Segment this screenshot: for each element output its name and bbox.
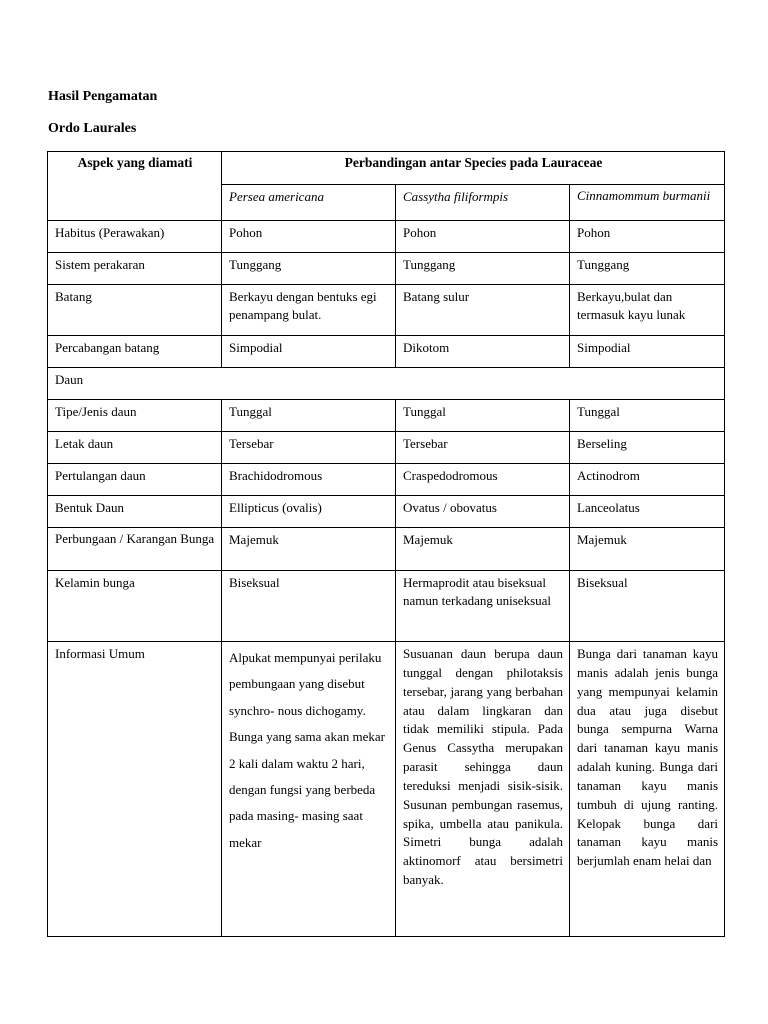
aspect-cell: Habitus (Perawakan) <box>48 221 222 253</box>
value-cell: Simpodial <box>222 336 396 368</box>
value-cell: Actinodrom <box>570 464 725 496</box>
value-cell: Alpukat mempunyai perilaku pembungaan yang disebut synchro- nous dichogamy. Bunga yang sama akan mekar 2 kali dalam waktu 2 hari, dengan fungsi yang berbeda pada masing- masing saat mekar <box>222 642 396 937</box>
value-cell: Berkayu dengan bentuks egi penampang bulat. <box>222 285 396 336</box>
aspect-cell: Tipe/Jenis daun <box>48 400 222 432</box>
value-cell: Tunggang <box>222 253 396 285</box>
clipped-text: Susuanan daun berupa daun tunggal dengan philotaksis tersebar, jarang yang berbahan atau dalam lingkaran dan tidak memiliki stipula. Pada Genus Cassytha merupakan parasit sehingga daun tereduksi menjadi sisik-sisik. Susunan pembungan rasemus, spika, umbella atau panikula. Simetri bunga adalah aktinomorf atau bersimetri banyak. <box>403 646 563 888</box>
page-heading-result: Hasil Pengamatan <box>48 89 158 104</box>
value-cell: Tunggal <box>222 400 396 432</box>
value-cell: Lanceolatus <box>570 496 725 528</box>
table-row <box>48 253 725 285</box>
value-cell: Ovatus / obovatus <box>396 496 570 528</box>
value-cell: Dikotom <box>396 336 570 368</box>
value-cell: Berkayu,bulat dan termasuk kayu lunak <box>570 285 725 336</box>
value-cell: Tersebar <box>396 432 570 464</box>
aspect-cell: Kelamin bunga <box>48 571 222 642</box>
value-cell: Berseling <box>570 432 725 464</box>
value-cell: Hermaprodit atau biseksual namun terkadang uniseksual <box>396 571 570 642</box>
value-cell: Majemuk <box>570 528 725 571</box>
table-row <box>48 432 725 464</box>
value-cell: Tunggang <box>570 253 725 285</box>
species-header-cinnamomum: Cinnamommum burmanii <box>570 185 725 221</box>
value-cell: Simpodial <box>570 336 725 368</box>
species-header-cassytha: Cassytha filiformpis <box>396 185 570 221</box>
section-row <box>48 368 725 400</box>
aspect-cell: Perbungaan / Karangan Bunga <box>48 528 222 571</box>
observation-table <box>47 151 725 937</box>
value-cell: Biseksual <box>570 571 725 642</box>
table-row <box>48 464 725 496</box>
comparison-header: Perbandingan antar Species pada Lauraceae <box>222 152 725 185</box>
table-row <box>48 528 725 571</box>
value-cell: Pohon <box>396 221 570 253</box>
table-row <box>48 285 725 336</box>
aspect-cell: Batang <box>48 285 222 336</box>
table-row <box>48 642 725 937</box>
value-cell: Tunggal <box>570 400 725 432</box>
table-row <box>48 221 725 253</box>
value-cell: Craspedodromous <box>396 464 570 496</box>
clipped-text: Bunga dari tanaman kayu manis adalah jenis bunga yang mempunyai kelamin dua atau juga disebut bunga sempurna Warna dari tanaman kayu manis adalah kuning. Bunga dari tanaman kayu manis tumbuh di ujung ranting. Kelopak bunga dari tanaman kayu manis berjumlah enam helai dan <box>577 646 719 869</box>
table-row <box>48 336 725 368</box>
value-cell: Majemuk <box>396 528 570 571</box>
aspect-header: Aspek yang diamati <box>48 152 222 221</box>
value-cell: Pohon <box>570 221 725 253</box>
aspect-cell: Letak daun <box>48 432 222 464</box>
table-row <box>48 400 725 432</box>
value-cell: Tunggal <box>396 400 570 432</box>
value-cell: Batang sulur <box>396 285 570 336</box>
table-row <box>48 496 725 528</box>
value-cell: Tunggang <box>396 253 570 285</box>
value-cell: Biseksual <box>222 571 396 642</box>
aspect-cell: Informasi Umum <box>48 642 222 937</box>
value-cell: Tersebar <box>222 432 396 464</box>
aspect-cell: Sistem perakaran <box>48 253 222 285</box>
table-row <box>48 571 725 642</box>
value-cell: Pohon <box>222 221 396 253</box>
aspect-cell: Pertulangan daun <box>48 464 222 496</box>
value-cell: Majemuk <box>222 528 396 571</box>
page-heading-order: Ordo Laurales <box>48 121 137 136</box>
aspect-cell: Percabangan batang <box>48 336 222 368</box>
species-header-persea: Persea americana <box>222 185 396 221</box>
value-cell <box>396 642 570 937</box>
value-cell: Brachidodromous <box>222 464 396 496</box>
aspect-cell: Bentuk Daun <box>48 496 222 528</box>
value-cell: Ellipticus (ovalis) <box>222 496 396 528</box>
section-label-daun: Daun <box>48 368 725 400</box>
value-cell <box>570 642 725 937</box>
